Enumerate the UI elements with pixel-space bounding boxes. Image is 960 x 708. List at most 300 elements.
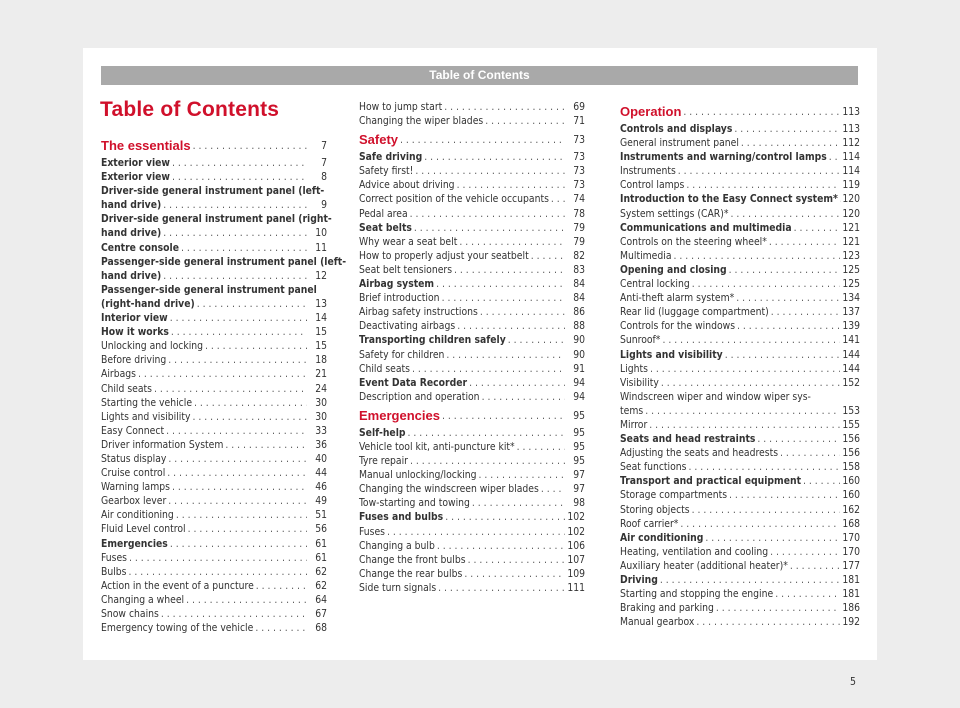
toc-page-number: 21 bbox=[315, 368, 327, 381]
toc-entry-label: Interior view bbox=[101, 312, 168, 325]
toc-entry-label: Air conditioning bbox=[101, 509, 174, 522]
toc-entry-label: Controls on the steering wheel* bbox=[620, 235, 767, 248]
toc-entry-label: Unlocking and locking bbox=[101, 340, 204, 353]
toc-entry-label: hand drive) bbox=[101, 199, 162, 212]
toc-entry-label: Child seats bbox=[359, 362, 410, 375]
toc-entry[interactable] bbox=[359, 362, 585, 376]
dot-leader bbox=[408, 426, 565, 440]
toc-entry[interactable] bbox=[101, 537, 327, 551]
toc-page-number: 121 bbox=[842, 235, 860, 248]
toc-page-number: 10 bbox=[315, 227, 327, 240]
toc-column-2 bbox=[359, 100, 585, 595]
toc-entry[interactable] bbox=[101, 198, 327, 212]
dot-leader bbox=[803, 474, 840, 488]
toc-page-number: 177 bbox=[842, 559, 860, 572]
toc-entry-label: Emergencies bbox=[359, 407, 440, 423]
toc-entry-label: Controls for the windows bbox=[620, 320, 736, 333]
toc-entry-label: Introduction to the Easy Connect system* bbox=[620, 193, 838, 206]
toc-page-number: 113 bbox=[842, 106, 860, 118]
toc-page-number: 73 bbox=[573, 151, 585, 164]
toc-entry[interactable] bbox=[101, 607, 327, 621]
toc-section-heading[interactable] bbox=[359, 131, 585, 149]
toc-entry-label: Storing objects bbox=[620, 503, 690, 516]
toc-entry[interactable] bbox=[359, 291, 585, 305]
toc-entry[interactable] bbox=[359, 235, 585, 249]
toc-entry-label[interactable]: Passenger-side general instrument panel (left- bbox=[101, 255, 347, 268]
dot-leader bbox=[649, 418, 840, 432]
toc-entry[interactable] bbox=[101, 452, 327, 466]
toc-entry[interactable] bbox=[359, 348, 585, 362]
toc-entry-label: Seat belts bbox=[359, 221, 412, 234]
toc-entry-label: Bulbs bbox=[101, 565, 127, 578]
toc-page-number: 90 bbox=[573, 334, 585, 347]
toc-entry[interactable] bbox=[620, 178, 860, 192]
toc-entry[interactable] bbox=[620, 348, 860, 362]
toc-entry-label: Fuses bbox=[101, 551, 127, 564]
toc-page-number: 86 bbox=[573, 306, 585, 319]
toc-entry[interactable] bbox=[359, 553, 585, 567]
toc-page-number: 156 bbox=[842, 447, 860, 460]
toc-entry[interactable] bbox=[620, 418, 860, 432]
toc-page-number: 78 bbox=[573, 207, 585, 220]
page-number: 5 bbox=[850, 676, 857, 688]
toc-page-number: 137 bbox=[842, 306, 860, 319]
toc-page-number: 33 bbox=[315, 424, 327, 437]
toc-page-number: 91 bbox=[573, 362, 585, 375]
toc-entry[interactable] bbox=[101, 494, 327, 508]
dot-leader bbox=[705, 531, 840, 545]
toc-page-number: 152 bbox=[842, 376, 860, 389]
toc-page-number: 170 bbox=[842, 531, 860, 544]
toc-entry-label: Status display bbox=[101, 452, 167, 465]
dot-leader bbox=[410, 207, 565, 221]
toc-entry-label: tems bbox=[620, 404, 644, 417]
toc-entry-label: Roof carrier* bbox=[620, 517, 679, 530]
dot-leader bbox=[469, 376, 565, 390]
header-title: Table of Contents bbox=[429, 68, 530, 82]
dot-leader bbox=[541, 482, 565, 496]
toc-page-number: 160 bbox=[842, 489, 860, 502]
toc-entry[interactable] bbox=[620, 362, 860, 376]
toc-page-number: 134 bbox=[842, 292, 860, 305]
toc-page-number: 46 bbox=[315, 481, 327, 494]
dot-leader bbox=[161, 607, 307, 621]
toc-page-number: 49 bbox=[315, 495, 327, 508]
toc-entry-label: Easy Connect bbox=[101, 424, 165, 437]
dot-leader bbox=[387, 525, 565, 539]
toc-entry[interactable] bbox=[359, 150, 585, 164]
toc-page-number: 64 bbox=[315, 593, 327, 606]
dot-leader bbox=[193, 137, 307, 155]
dot-leader bbox=[192, 410, 307, 424]
dot-leader bbox=[771, 305, 840, 319]
toc-entry[interactable] bbox=[359, 277, 585, 291]
toc-entry[interactable] bbox=[101, 480, 327, 494]
toc-entry[interactable] bbox=[359, 164, 585, 178]
dot-leader bbox=[415, 164, 565, 178]
dot-leader bbox=[168, 452, 307, 466]
dot-leader bbox=[225, 438, 307, 452]
toc-entry[interactable] bbox=[101, 367, 327, 381]
toc-entry[interactable] bbox=[359, 207, 585, 221]
dot-leader bbox=[445, 510, 565, 524]
toc-entry[interactable] bbox=[101, 551, 327, 565]
toc-entry-label: Gearbox lever bbox=[101, 495, 167, 508]
toc-entry[interactable] bbox=[620, 164, 860, 178]
toc-entry[interactable] bbox=[620, 404, 860, 418]
toc-entry[interactable] bbox=[620, 587, 860, 601]
toc-entry[interactable] bbox=[101, 508, 327, 522]
toc-section-heading[interactable] bbox=[359, 407, 585, 425]
dot-leader bbox=[729, 263, 840, 277]
toc-entry[interactable] bbox=[620, 573, 860, 587]
toc-entry-label: Central locking bbox=[620, 278, 690, 291]
toc-page-number: 98 bbox=[573, 497, 585, 510]
dot-leader bbox=[176, 508, 307, 522]
dot-leader bbox=[645, 404, 840, 418]
toc-page-number: 107 bbox=[567, 553, 585, 566]
toc-entry[interactable] bbox=[620, 446, 860, 460]
dot-leader bbox=[686, 178, 840, 192]
toc-page-number: 84 bbox=[573, 292, 585, 305]
dot-leader bbox=[737, 319, 840, 333]
dot-leader bbox=[412, 362, 565, 376]
toc-entry[interactable] bbox=[101, 241, 327, 255]
toc-entry[interactable] bbox=[620, 277, 860, 291]
toc-entry[interactable] bbox=[101, 424, 327, 438]
toc-entry[interactable] bbox=[620, 460, 860, 474]
toc-page-number: 79 bbox=[573, 221, 585, 234]
toc-entry-label: Adjusting the seats and headrests bbox=[620, 447, 779, 460]
toc-entry-label: Fluid Level control bbox=[101, 523, 186, 536]
toc-page-number: 112 bbox=[842, 137, 860, 150]
toc-page-number: 111 bbox=[567, 581, 585, 594]
toc-entry-label: Pedal area bbox=[359, 207, 408, 220]
toc-entry[interactable] bbox=[620, 122, 860, 136]
dot-leader bbox=[166, 424, 307, 438]
toc-entry[interactable] bbox=[359, 454, 585, 468]
dot-leader bbox=[129, 551, 307, 565]
toc-entry[interactable] bbox=[359, 263, 585, 277]
toc-entry-label: Airbag safety instructions bbox=[359, 306, 478, 319]
toc-entry[interactable] bbox=[620, 601, 860, 615]
toc-entry[interactable] bbox=[620, 235, 860, 249]
toc-entry[interactable] bbox=[359, 426, 585, 440]
dot-leader bbox=[400, 131, 565, 149]
toc-page-number: 109 bbox=[567, 567, 585, 580]
dot-leader bbox=[436, 277, 565, 291]
toc-entry[interactable] bbox=[101, 438, 327, 452]
toc-page-number: 12 bbox=[315, 269, 327, 282]
toc-entry[interactable] bbox=[101, 353, 327, 367]
toc-entry[interactable] bbox=[359, 100, 585, 114]
toc-page-number: 7 bbox=[321, 157, 327, 169]
toc-entry-label: The essentials bbox=[101, 138, 191, 153]
toc-entry[interactable] bbox=[620, 263, 860, 277]
toc-entry-label: Instruments and warning/control lamps bbox=[620, 151, 827, 164]
toc-entry-label: System settings (CAR)* bbox=[620, 207, 729, 220]
toc-page-number: 162 bbox=[842, 503, 860, 516]
toc-entry-label: Transport and practical equipment bbox=[620, 475, 801, 488]
dot-leader bbox=[414, 221, 565, 235]
toc-section-heading[interactable] bbox=[620, 103, 860, 121]
toc-entry[interactable] bbox=[359, 496, 585, 510]
dot-leader bbox=[468, 553, 565, 567]
toc-entry-label: Description and operation bbox=[359, 390, 480, 403]
dot-leader bbox=[457, 319, 565, 333]
toc-page-number: 24 bbox=[315, 382, 327, 395]
toc-page-number: 30 bbox=[315, 410, 327, 423]
toc-entry-label: Brief introduction bbox=[359, 292, 440, 305]
dot-leader bbox=[129, 565, 307, 579]
toc-entry[interactable] bbox=[620, 333, 860, 347]
toc-entry[interactable] bbox=[101, 156, 327, 170]
toc-entry[interactable] bbox=[620, 150, 860, 164]
toc-page-number: 36 bbox=[315, 438, 327, 451]
toc-entry[interactable] bbox=[359, 333, 585, 347]
toc-entry-label: Multimedia bbox=[620, 249, 672, 262]
toc-page-number: 139 bbox=[842, 320, 860, 333]
dot-leader bbox=[736, 291, 840, 305]
toc-entry-label: Vehicle tool kit, anti-puncture kit* bbox=[359, 440, 515, 453]
toc-entry[interactable] bbox=[359, 114, 585, 128]
dot-leader bbox=[154, 382, 307, 396]
dot-leader bbox=[485, 114, 565, 128]
toc-entry[interactable] bbox=[359, 305, 585, 319]
toc-page-number: 56 bbox=[315, 523, 327, 536]
toc-entry-label: Exterior view bbox=[101, 157, 170, 169]
toc-page-number: 13 bbox=[315, 297, 327, 310]
toc-page-number: 88 bbox=[573, 320, 585, 333]
dot-leader bbox=[650, 362, 840, 376]
toc-page-number: 160 bbox=[842, 475, 860, 488]
toc-entry-label: How to jump start bbox=[359, 101, 443, 113]
toc-entry[interactable] bbox=[620, 249, 860, 263]
dot-leader bbox=[482, 390, 565, 404]
dot-leader bbox=[551, 192, 565, 206]
toc-section-heading[interactable] bbox=[101, 137, 327, 155]
dot-leader bbox=[734, 122, 840, 136]
toc-entry-label: Auxiliary heater (additional heater)* bbox=[620, 559, 788, 572]
dot-leader bbox=[680, 517, 840, 531]
toc-entry-label: Change the front bulbs bbox=[359, 553, 466, 566]
toc-entry[interactable] bbox=[359, 539, 585, 553]
toc-entry[interactable] bbox=[359, 390, 585, 404]
toc-page-number: 125 bbox=[842, 263, 860, 276]
toc-entry[interactable] bbox=[359, 510, 585, 524]
toc-page-number: 15 bbox=[315, 326, 327, 339]
toc-entry[interactable] bbox=[620, 474, 860, 488]
toc-entry[interactable] bbox=[359, 249, 585, 263]
toc-entry[interactable] bbox=[359, 319, 585, 333]
toc-page-number: 82 bbox=[573, 249, 585, 262]
toc-entry-label: How it works bbox=[101, 326, 169, 339]
toc-entry-label[interactable]: Windscreen wiper and window wiper sys- bbox=[620, 390, 811, 403]
dot-leader bbox=[775, 587, 840, 601]
toc-entry-label[interactable]: Driver-side general instrument panel (left- bbox=[101, 185, 325, 198]
dot-leader bbox=[181, 241, 307, 255]
toc-entry-label: Safety first! bbox=[359, 165, 414, 178]
toc-entry[interactable] bbox=[101, 311, 327, 325]
toc-entry[interactable] bbox=[620, 291, 860, 305]
toc-page-number: 40 bbox=[315, 452, 327, 465]
toc-entry[interactable] bbox=[620, 559, 860, 573]
toc-entry[interactable] bbox=[101, 466, 327, 480]
toc-page-number: 61 bbox=[315, 551, 327, 564]
toc-page-number: 90 bbox=[573, 348, 585, 361]
toc-entry[interactable] bbox=[620, 376, 860, 390]
toc-page-number: 7 bbox=[321, 140, 327, 152]
toc-entry[interactable] bbox=[101, 297, 327, 311]
toc-entry-label: Starting and stopping the engine bbox=[620, 588, 774, 601]
toc-entry[interactable] bbox=[101, 522, 327, 536]
toc-entry-label: Airbag system bbox=[359, 278, 435, 291]
toc-page-number: 153 bbox=[842, 404, 860, 417]
dot-leader bbox=[197, 297, 307, 311]
toc-entry-label: Advice about driving bbox=[359, 179, 455, 192]
toc-entry-label: Cruise control bbox=[101, 467, 166, 480]
toc-page-number: 73 bbox=[573, 179, 585, 192]
toc-entry-label: Controls and displays bbox=[620, 123, 733, 135]
toc-page-number: 141 bbox=[842, 334, 860, 347]
toc-entry-label: Warning lamps bbox=[101, 481, 170, 494]
toc-entry[interactable] bbox=[101, 565, 327, 579]
toc-entry[interactable] bbox=[101, 226, 327, 240]
toc-page-number: 120 bbox=[842, 207, 860, 220]
toc-entry-label: hand drive) bbox=[101, 227, 162, 240]
toc-page-number: 79 bbox=[573, 235, 585, 248]
toc-entry[interactable] bbox=[359, 468, 585, 482]
toc-page-number: 155 bbox=[842, 418, 860, 431]
toc-entry-label: Driver information System bbox=[101, 438, 224, 451]
toc-entry[interactable] bbox=[620, 615, 860, 629]
toc-entry-label: Fuses bbox=[359, 525, 385, 538]
toc-entry[interactable] bbox=[620, 531, 860, 545]
toc-entry[interactable] bbox=[101, 410, 327, 424]
toc-entry-label[interactable]: Driver-side general instrument panel (right- bbox=[101, 213, 332, 226]
dot-leader bbox=[186, 593, 307, 607]
dot-leader bbox=[167, 466, 307, 480]
dot-leader bbox=[674, 249, 840, 263]
toc-entry-label: Tow-starting and towing bbox=[359, 497, 470, 510]
toc-entry[interactable] bbox=[359, 440, 585, 454]
toc-entry[interactable] bbox=[359, 525, 585, 539]
dot-leader bbox=[410, 454, 565, 468]
toc-page-number: 73 bbox=[573, 134, 585, 147]
dot-leader bbox=[256, 579, 307, 593]
page-title: Table of Contents bbox=[100, 98, 280, 121]
toc-entry[interactable] bbox=[101, 382, 327, 396]
toc-page-number: 30 bbox=[315, 396, 327, 409]
toc-entry[interactable] bbox=[359, 581, 585, 595]
toc-page-number: 144 bbox=[842, 362, 860, 375]
toc-page-number: 62 bbox=[315, 579, 327, 592]
toc-entry[interactable] bbox=[359, 482, 585, 496]
toc-entry[interactable] bbox=[620, 545, 860, 559]
toc-entry[interactable] bbox=[620, 221, 860, 235]
toc-entry-label: Driving bbox=[620, 574, 658, 586]
dot-leader bbox=[660, 573, 840, 587]
toc-page-number: 121 bbox=[842, 221, 860, 234]
toc-entry-label[interactable]: Passenger-side general instrument panel bbox=[101, 283, 317, 296]
dot-leader bbox=[163, 226, 307, 240]
toc-entry-label: Side turn signals bbox=[359, 581, 437, 594]
toc-page-number: 102 bbox=[567, 511, 585, 524]
dot-leader bbox=[729, 488, 840, 502]
toc-entry[interactable] bbox=[620, 136, 860, 150]
toc-entry[interactable] bbox=[620, 517, 860, 531]
toc-entry[interactable] bbox=[101, 621, 327, 635]
toc-entry-label: Changing a wheel bbox=[101, 593, 185, 606]
toc-entry[interactable] bbox=[620, 432, 860, 446]
toc-entry-label: Operation bbox=[620, 104, 682, 119]
toc-entry[interactable] bbox=[620, 207, 860, 221]
toc-entry-label: Child seats bbox=[101, 382, 152, 395]
dot-leader bbox=[794, 221, 840, 235]
dot-leader bbox=[438, 581, 565, 595]
dot-leader bbox=[531, 249, 565, 263]
dot-leader bbox=[172, 480, 307, 494]
dot-leader bbox=[424, 150, 565, 164]
toc-entry[interactable] bbox=[359, 221, 585, 235]
toc-entry-label: Safety for children bbox=[359, 348, 445, 361]
toc-entry[interactable] bbox=[101, 170, 327, 184]
toc-column-3 bbox=[620, 100, 860, 629]
toc-page-number: 67 bbox=[315, 608, 327, 620]
toc-page-number: 97 bbox=[573, 469, 585, 482]
dot-leader bbox=[194, 396, 307, 410]
toc-entry[interactable] bbox=[359, 192, 585, 206]
toc-entry-label: Storage compartments bbox=[620, 489, 728, 502]
toc-entry-label: Tyre repair bbox=[359, 455, 408, 468]
toc-entry[interactable] bbox=[620, 319, 860, 333]
toc-page-number: 123 bbox=[842, 249, 860, 262]
toc-entry-label: Changing a bulb bbox=[359, 539, 435, 552]
toc-entry[interactable] bbox=[101, 269, 327, 283]
toc-page-number: 74 bbox=[573, 193, 585, 206]
toc-page-number: 11 bbox=[315, 241, 327, 254]
dot-leader bbox=[730, 207, 840, 221]
toc-entry-label: Snow chains bbox=[101, 608, 159, 620]
toc-entry-label: Seats and head restraints bbox=[620, 433, 756, 446]
toc-entry-label: Manual unlocking/locking bbox=[359, 469, 477, 482]
toc-page-number: 44 bbox=[315, 467, 327, 480]
toc-entry[interactable] bbox=[101, 325, 327, 339]
toc-entry-label: Correct position of the vehicle occupants bbox=[359, 193, 549, 206]
toc-entry[interactable] bbox=[359, 567, 585, 581]
toc-page-number: 83 bbox=[573, 263, 585, 276]
toc-page-number: 181 bbox=[842, 588, 860, 601]
toc-entry[interactable] bbox=[101, 396, 327, 410]
toc-page-number: 14 bbox=[315, 312, 327, 325]
toc-entry[interactable] bbox=[620, 503, 860, 517]
toc-entry-label: Visibility bbox=[620, 376, 659, 389]
toc-entry[interactable] bbox=[620, 488, 860, 502]
toc-entry[interactable] bbox=[101, 339, 327, 353]
toc-page-number: 84 bbox=[573, 278, 585, 291]
toc-entry[interactable] bbox=[620, 305, 860, 319]
toc-entry-label: Seat belt tensioners bbox=[359, 263, 453, 276]
toc-entry[interactable] bbox=[359, 376, 585, 390]
toc-entry[interactable] bbox=[101, 579, 327, 593]
toc-entry[interactable] bbox=[359, 178, 585, 192]
dot-leader bbox=[472, 496, 565, 510]
toc-entry-label: Centre console bbox=[101, 241, 179, 254]
toc-entry[interactable] bbox=[101, 593, 327, 607]
toc-entry[interactable] bbox=[620, 192, 860, 206]
toc-entry-label: Lights and visibility bbox=[101, 410, 191, 423]
toc-page-number: 102 bbox=[567, 525, 585, 538]
